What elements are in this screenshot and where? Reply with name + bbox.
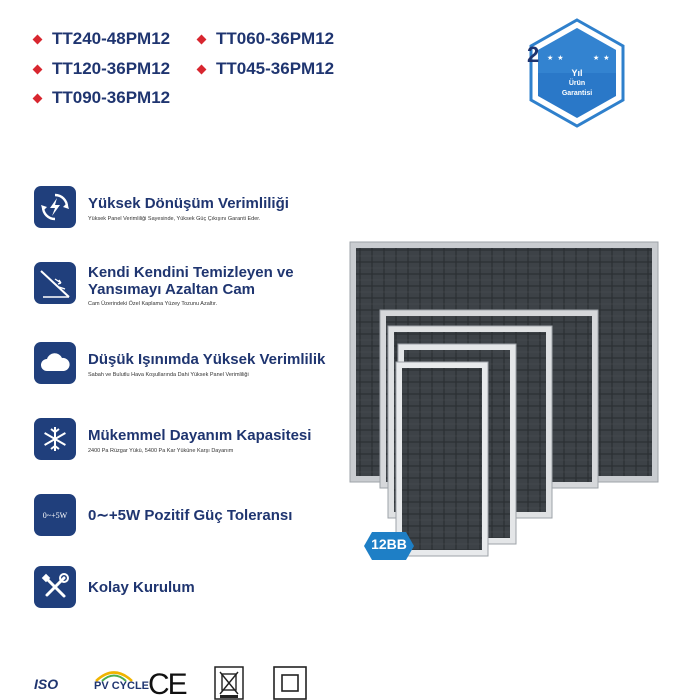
solar-panels-image — [348, 238, 668, 568]
feature-title: Kolay Kurulum — [88, 579, 195, 596]
diamond-bullet-icon — [197, 34, 207, 44]
stars-right: ★ ★ — [593, 55, 611, 62]
cloud-icon — [34, 342, 76, 384]
feature-title-line1: Kendi Kendini Temizleyen ve — [88, 264, 294, 281]
feature-desc: Yüksek Panel Verimliliği Sayesinde, Yüksek Güç Çıkışını Garanti Eder. — [88, 216, 261, 222]
tools-icon — [34, 566, 76, 608]
busbar-badge-text: 12BB — [371, 536, 407, 552]
diamond-bullet-icon — [33, 93, 43, 103]
tolerance-icon-text: 0~+5W — [42, 510, 68, 520]
stars-left: ★ ★ — [547, 55, 565, 62]
warranty-line3: Garantisi — [561, 90, 593, 97]
model-item: TT240-48PM12 — [34, 29, 170, 49]
feature-title: Mükemmel Dayanım Kapasitesi — [88, 427, 312, 444]
class-ii-icon — [272, 666, 308, 700]
iso-logo: ISO — [34, 676, 59, 692]
tolerance-icon — [34, 494, 76, 536]
refresh-lightning-icon — [34, 186, 76, 228]
warranty-unit: Yıl — [571, 68, 583, 78]
self-clean-glass-icon — [34, 262, 76, 304]
model-item: TT060-36PM12 — [198, 29, 334, 49]
ce-mark: CE — [148, 668, 186, 700]
feature-desc: 2400 Pa Rüzgar Yükü, 5400 Pa Kar Yüküne Karşı Dayanım — [88, 448, 234, 454]
feature-title: Düşük Işınımda Yüksek Verimlilik — [88, 351, 326, 368]
feature-title: Yüksek Dönüşüm Verimliliği — [88, 195, 289, 212]
model-item: TT045-36PM12 — [198, 59, 334, 79]
diamond-bullet-icon — [197, 64, 207, 74]
pv-cycle-logo: PV CYCLE — [94, 680, 150, 692]
feature-title: 0∼+5W Pozitif Güç Toleransı — [88, 507, 293, 524]
warranty-line2: Ürün — [568, 80, 586, 87]
warranty-years: 2 — [527, 42, 540, 67]
model-item: TT120-36PM12 — [34, 59, 170, 79]
feature-desc: Sabah ve Bulutlu Hava Koşullarında Dahi Yüksek Panel Verimliliği — [88, 372, 249, 378]
diamond-bullet-icon — [33, 64, 43, 74]
snowflake-icon — [34, 418, 76, 460]
model-item: TT090-36PM12 — [34, 88, 170, 108]
feature-desc: Cam Üzerindeki Özel Kaplama Yüzey Tozunu Azaltır. — [88, 301, 218, 307]
feature-title-line2: Yansımayı Azaltan Cam — [88, 281, 256, 298]
warranty-badge — [527, 18, 627, 128]
weee-bin-icon — [214, 666, 244, 700]
diamond-bullet-icon — [33, 34, 43, 44]
